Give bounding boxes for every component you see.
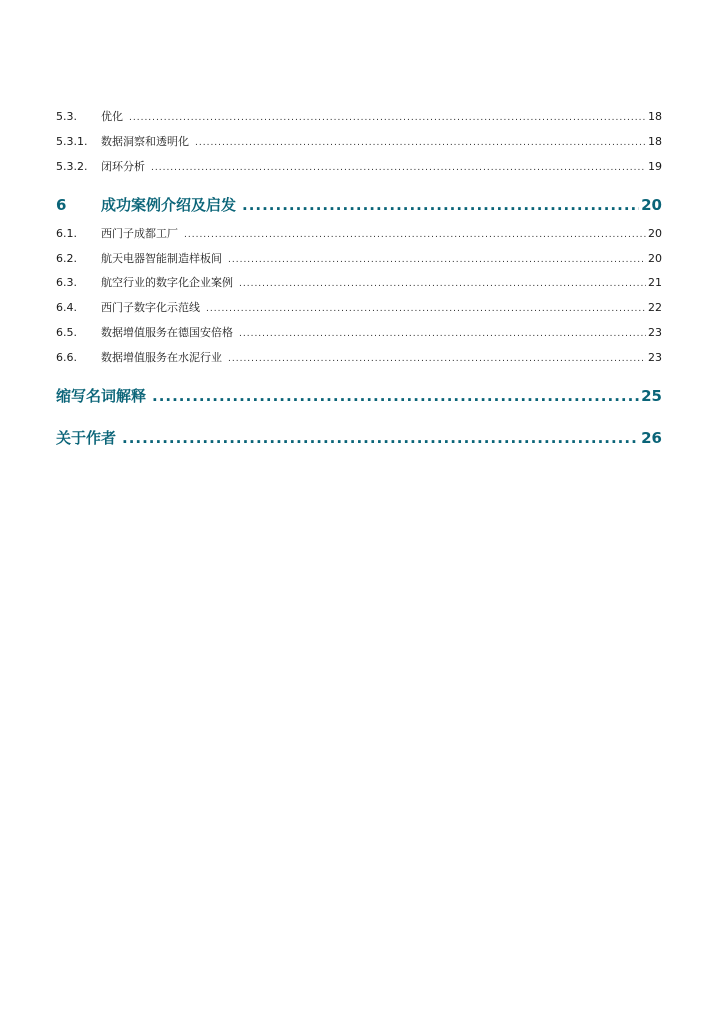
toc-title: 数据增值服务在水泥行业 [101,351,222,364]
toc-leader [239,327,646,341]
toc-leader [122,428,639,448]
toc-title: 西门子成都工厂 [101,227,178,240]
toc-entry-5-3[interactable] [56,110,662,124]
toc-entry-6-5[interactable] [56,326,662,340]
toc-number: 6.5. [56,326,77,339]
toc-leader [129,111,646,125]
toc-leader [151,161,646,175]
toc-entry-5-3-1[interactable] [56,135,662,149]
toc-page-number: 20 [648,227,662,240]
toc-title: 优化 [101,110,123,123]
toc-page-number: 21 [648,276,662,289]
toc-number: 5.3. [56,110,77,123]
toc-title: 成功案例介绍及启发 [101,196,237,214]
toc-leader [228,253,646,267]
toc-title: 关于作者 [56,429,117,447]
toc-page-number: 23 [648,326,662,339]
toc-leader [239,277,646,291]
toc-title: 数据增值服务在德国安倍格 [101,326,233,339]
toc-entry-6-3[interactable] [56,276,662,290]
toc-leader [228,352,646,366]
toc-entry-6-2[interactable] [56,252,662,266]
toc-number: 6 [56,196,67,214]
toc-number: 6.2. [56,252,77,265]
toc-page-number: 18 [648,110,662,123]
toc-page-number: 22 [648,301,662,314]
toc-page-number: 25 [641,387,662,405]
toc-entry-5-3-2[interactable] [56,160,662,174]
toc-leader [242,195,639,215]
toc-page-number: 19 [648,160,662,173]
toc-leader [195,136,646,150]
toc-entry-6-4[interactable] [56,301,662,315]
toc-entry-chapter-6[interactable] [56,195,662,215]
toc-leader [206,302,646,316]
toc-title: 数据洞察和透明化 [101,135,189,148]
toc-entry-6-1[interactable] [56,227,662,241]
toc-leader [184,228,646,242]
toc-entry-6-6[interactable] [56,351,662,365]
toc-title: 西门子数字化示范线 [101,301,200,314]
toc-page-number: 20 [641,196,662,214]
table-of-contents [56,0,662,1024]
toc-page-number: 26 [641,429,662,447]
toc-title: 闭环分析 [101,160,145,173]
toc-leader [152,386,639,406]
toc-entry-about-authors[interactable] [56,428,662,448]
toc-number: 6.3. [56,276,77,289]
toc-page-number: 23 [648,351,662,364]
toc-number: 6.4. [56,301,77,314]
toc-entry-abbreviations[interactable] [56,386,662,406]
toc-number: 6.6. [56,351,77,364]
toc-number: 5.3.1. [56,135,88,148]
toc-number: 6.1. [56,227,77,240]
toc-page-number: 20 [648,252,662,265]
toc-title: 航天电器智能制造样板间 [101,252,222,265]
toc-number: 5.3.2. [56,160,88,173]
toc-page-number: 18 [648,135,662,148]
toc-title: 航空行业的数字化企业案例 [101,276,233,289]
toc-title: 缩写名词解释 [56,387,147,405]
